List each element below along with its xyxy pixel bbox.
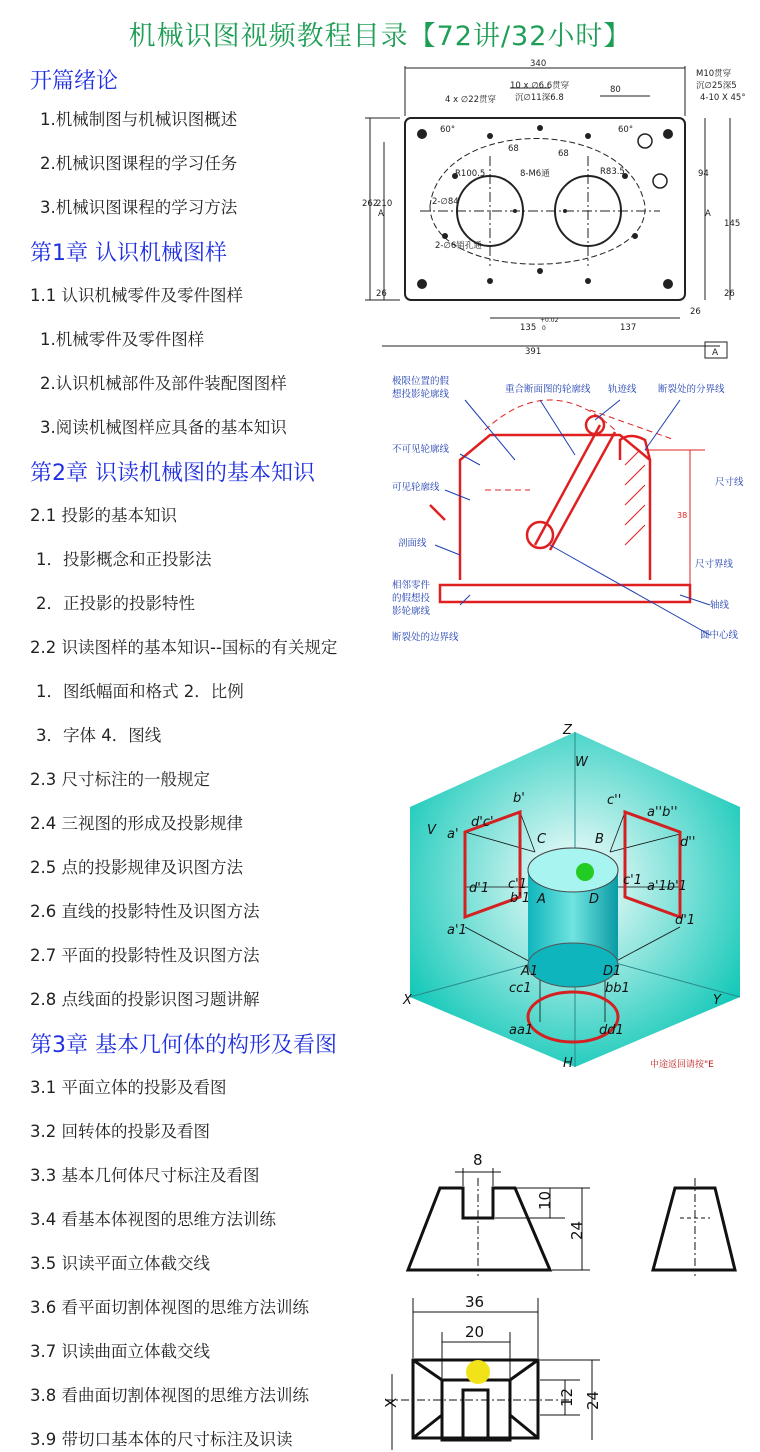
label-axis: 轴线 (710, 600, 730, 611)
plane-v: V (427, 823, 436, 838)
figure-gearbox-plate-drawing (360, 56, 760, 360)
section-a-right: A (705, 209, 711, 219)
label-ap: a' (447, 827, 459, 842)
toc-item: 3.3 基本几何体尺寸标注及看图 (30, 1166, 260, 1185)
label-d: D (589, 892, 600, 907)
note-r100: R100.5 (455, 169, 486, 179)
toc-item: 3．字体 4．图线 (36, 726, 162, 745)
label-c: C (537, 832, 547, 847)
toc-item: 1.1 认识机械零件及零件图样 (30, 286, 243, 305)
label-hidden-outline: 不可见轮廓线 (392, 444, 450, 455)
label-dpp: d'' (680, 835, 696, 850)
note-chamfer: 4-10 X 45° (700, 93, 746, 103)
note-4x22: 4 x ∅22贯穿 (445, 95, 497, 105)
toc-item: 2.2 识读图样的基本知识--国标的有关规定 (30, 638, 338, 657)
label-limit-position: 极限位置的假 (392, 376, 450, 387)
dim-80: 80 (610, 85, 621, 95)
figure-line-types-drawing (390, 370, 760, 652)
chapter-heading: 第1章 认识机械图样 (30, 241, 227, 266)
toc-item: 3.5 识读平面立体截交线 (30, 1254, 210, 1273)
dim-12: 12 (558, 1387, 576, 1407)
label-hatch: 剖面线 (398, 538, 427, 549)
angle-60-right: 60° (618, 125, 634, 135)
note-sink11: 沉∅11深6.8 (515, 93, 564, 103)
dim-145: 145 (724, 219, 741, 229)
label-ext-line: 尺寸界线 (695, 559, 734, 570)
label-trajectory: 轨迹线 (608, 384, 637, 395)
plane-w: W (575, 755, 588, 770)
dim-20: 20 (465, 1323, 485, 1341)
label-center-line: 圆中心线 (700, 630, 739, 641)
dim-8: 8 (473, 1151, 483, 1169)
label-b: B (595, 832, 604, 847)
label-dpp1: d'1 (675, 913, 696, 928)
axis-z: Z (563, 723, 572, 738)
dim-340: 340 (530, 59, 547, 69)
toc-item: 2.1 投影的基本知识 (30, 506, 177, 525)
toc-item: 2.8 点线面的投影识图习题讲解 (30, 990, 260, 1009)
dim-68-right: 68 (558, 149, 569, 159)
toc-item: 3.阅读机械图样应具备的基本知识 (40, 418, 287, 437)
note-d6: 2-∅6销孔通 (435, 241, 482, 251)
toc-item: 1.机械制图与机械识图概述 (40, 110, 238, 129)
toc-item: 2.机械识图课程的学习任务 (40, 154, 238, 173)
angle-60-left: 60° (440, 125, 456, 135)
toc-item: 2.5 点的投影规律及识图方法 (30, 858, 243, 877)
note-m6: 8-M6通 (520, 169, 550, 179)
label-cpp1: c'1 (623, 873, 642, 888)
label-cc1: cc1 (509, 981, 532, 996)
note-r83: R83.5 (600, 167, 625, 177)
note-10x66: 10 x ∅6.6贯穿 (510, 81, 570, 91)
toc-item: 2.认识机械部件及部件装配图图样 (40, 374, 287, 393)
label-break-edge: 断裂处的边界线 (392, 632, 459, 643)
dim-36: 36 (465, 1293, 485, 1311)
toc-item: 3.7 识读曲面立体截交线 (30, 1342, 210, 1361)
tol-lower: 0 (542, 325, 546, 332)
toc-item: 2.4 三视图的形成及投影规律 (30, 814, 243, 833)
label-dp1: d'1 (469, 881, 490, 896)
label-ap1: a'1 (447, 923, 467, 938)
dim-262: 262 (362, 199, 379, 209)
label-a1: A1 (521, 964, 539, 979)
label-adjacent-part: 相邻零件 (392, 580, 431, 591)
label-bp1: b'1 (510, 891, 531, 906)
dim-x: X (382, 1397, 400, 1408)
toc-item: 2.6 直线的投影特性及识图方法 (30, 902, 260, 921)
toc-item: 3.9 带切口基本体的尺寸标注及识读 (30, 1430, 293, 1449)
toc-item: 2.7 平面的投影特性及识图方法 (30, 946, 260, 965)
toc-item: 1．图纸幅面和格式 2．比例 (36, 682, 244, 701)
dim-391: 391 (525, 347, 542, 357)
toc-item: 3.机械识图课程的学习方法 (40, 198, 238, 217)
label-break-boundary: 断裂处的分界线 (658, 384, 725, 395)
toc-item: 1.机械零件及零件图样 (40, 330, 205, 349)
label-apbpp: a''b'' (647, 805, 678, 820)
dim-94: 94 (698, 169, 709, 179)
watermark-text: 中途返回请按"E (650, 1060, 714, 1070)
label-visible-outline: 可见轮廓线 (392, 482, 440, 493)
page-title: 机械识图视频教程目录【72讲/32小时】 (128, 21, 632, 52)
chapter-heading: 第3章 基本几何体的构形及看图 (30, 1033, 337, 1058)
dim-210: 210 (376, 199, 393, 209)
dim-24-right: 24 (584, 1390, 602, 1410)
label-a: A (537, 892, 546, 907)
label-d1: D1 (603, 964, 622, 979)
dim-26-bottom: 26 (690, 307, 701, 317)
dim-24: 24 (568, 1220, 586, 1240)
figure-projection-box (395, 722, 755, 1072)
label-apbpp1: a'1b'1 (647, 879, 687, 894)
label-dim-line: 尺寸线 (715, 477, 744, 488)
dim-26-left: 26 (376, 289, 387, 299)
dim-26-right: 26 (724, 289, 735, 299)
dim-137: 137 (620, 323, 637, 333)
label-section-outline: 重合断面图的轮廓线 (505, 384, 591, 395)
label-cp1: c'1 (508, 877, 527, 892)
plane-h: H (563, 1056, 573, 1071)
figure-cut-block-view (380, 1290, 760, 1452)
toc-item: 2.3 尺寸标注的一般规定 (30, 770, 210, 789)
label-bb1: bb1 (605, 981, 630, 996)
section-a-box: A (712, 348, 719, 358)
toc-item: 3.4 看基本体视图的思维方法训练 (30, 1210, 276, 1229)
toc-item: 3.1 平面立体的投影及看图 (30, 1078, 227, 1097)
label-adjacent-part-3: 影轮廓线 (392, 606, 431, 617)
label-limit-position-2: 想投影轮廓线 (392, 389, 450, 400)
dim-10: 10 (536, 1190, 554, 1210)
note-sink25: 沉∅25深5 (696, 81, 737, 91)
tol-upper: +0.02 (540, 317, 559, 324)
toc-item: 1．投影概念和正投影法 (36, 550, 212, 569)
label-dd1: dd1 (599, 1023, 624, 1038)
chapter-heading: 第2章 识读机械图的基本知识 (30, 461, 315, 486)
axis-y: Y (713, 993, 721, 1008)
label-bp: b' (513, 791, 525, 806)
label-aa1: aa1 (509, 1023, 534, 1038)
note-m10: M10贯穿 (696, 69, 732, 79)
toc-item: 3.6 看平面切割体视图的思维方法训练 (30, 1298, 309, 1317)
label-dpcp: d'c' (471, 815, 494, 830)
label-cpp: c'' (607, 793, 622, 808)
dim-38: 38 (677, 511, 688, 520)
figure-trapezoid-views (400, 1148, 760, 1280)
toc-item: 3.8 看曲面切割体视图的思维方法训练 (30, 1386, 309, 1405)
toc-item: 2．正投影的投影特性 (36, 594, 195, 613)
note-d84: 2-∅84 (432, 197, 459, 207)
chapter-heading: 开篇绪论 (30, 69, 119, 94)
dim-135: 135 (520, 323, 537, 333)
axis-x: X (403, 993, 412, 1008)
label-adjacent-part-2: 的假想投 (392, 593, 431, 604)
toc-item: 3.2 回转体的投影及看图 (30, 1122, 210, 1141)
section-a-left: A (378, 209, 384, 219)
dim-68-left: 68 (508, 144, 519, 154)
